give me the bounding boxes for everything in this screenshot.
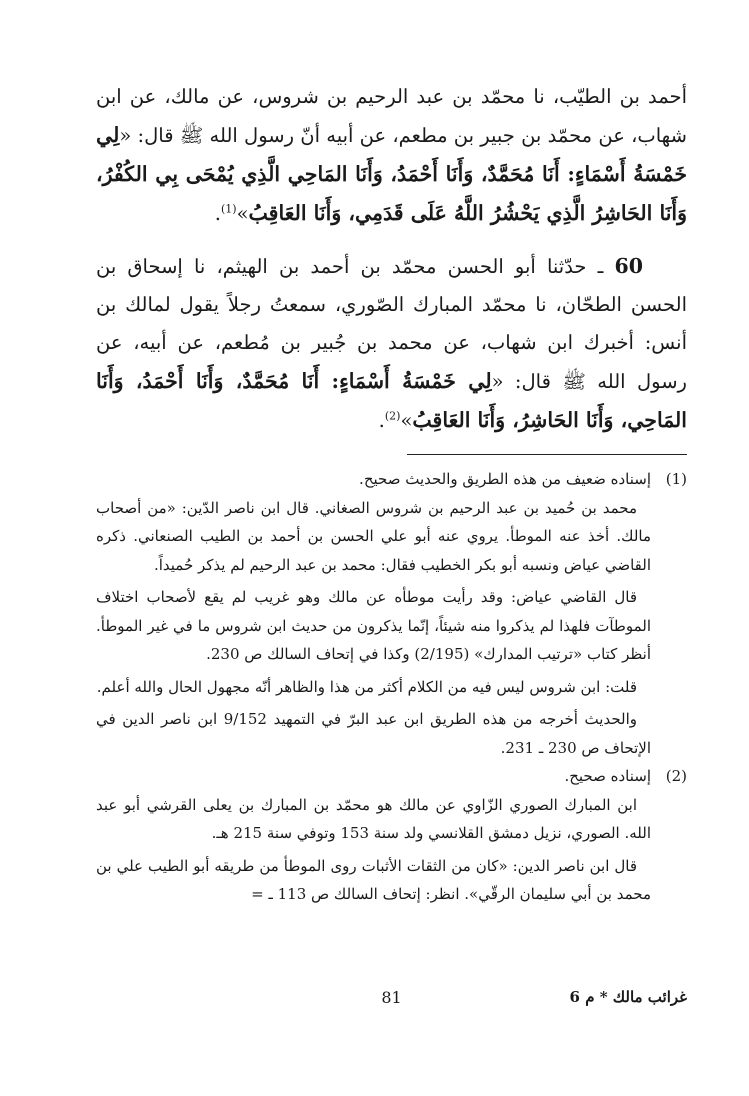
footnote-1 [96, 465, 687, 762]
page-number: 81 [381, 988, 402, 1007]
footnote-number-2: (2) [665, 767, 687, 785]
footnote-number-1: (1) [665, 470, 687, 488]
isnad-text-1: أحمد بن الطيّب، نا محمّد بن عبد الرحيم بن شروس، عن مالك، عن ابن شهاب، عن محمّد بن جبير بن مطعم، عن أبيه أنّ رسول الله ﷺ قال: « [96, 85, 687, 147]
footnotes [96, 465, 687, 909]
footnote-2 [96, 762, 687, 909]
hadith-matn-1: لِي خَمْسَةُ أَسْمَاءٍ: أَنَا مُحَمَّدٌ، وَأَنَا أَحْمَدُ، وَأَنَا المَاحِي الَّذِي يُمْحَى بِي الكُفْرُ، وَأَنَا الحَاشِرُ الَّذِي يَحْشُرُ اللَّهُ عَلَى قَدَمِي، وَأَنَا العَاقِبُ [96, 123, 687, 225]
hadith-matn-2: لِي خَمْسَةُ أَسْمَاءٍ: أَنَا مُحَمَّدٌ، وَأَنَا أَحْمَدُ، وَأَنَا المَاحِي، وَأَنَا الحَاشِرُ، وَأَنَا العَاقِبُ [96, 369, 687, 432]
isnad-text-2: ـ حدّثنا أبو الحسن محمّد بن أحمد بن الهيثم، نا إسحاق بن الحسن الطحّان، نا محمّد المبارك الصّوري، سمعتُ رجلاً يقول لمالك بن أنس: أخبرك ابن شهاب، عن محمد بن جُبير بن مُطعم، عن أبيه، عن رسول الله ﷺ قال: « [96, 255, 687, 393]
hadith-paragraph-2 [96, 247, 687, 440]
footnote-2-line-1: إسناده صحيح. [564, 767, 651, 785]
footnote-1-line-5: والحديث أخرجه من هذه الطريق ابن عبد البرّ في التمهيد 9/152 ابن ناصر الدين في الإتحاف ص 230 ـ 231. [96, 710, 651, 757]
period-2: . [378, 409, 385, 432]
footnote-ref-2[interactable]: (2) [384, 409, 401, 423]
footnote-ref-1[interactable]: (1) [221, 202, 237, 216]
hadith-number: 60 [614, 254, 643, 278]
footnote-2-line-3: قال ابن ناصر الدين: «كان من الثقات الأثبات روى الموطأ من طريقه أبو الطيب علي بن محمد بن أبي سليمان الرقّي». انظر: إتحاف السالك ص 113 ـ = [96, 856, 651, 903]
footnote-2-line-2: ابن المبارك الصوري الزّاوي عن مالك هو محمّد بن المبارك بن يعلى القرشي أبو عبد الله. الصوري، نزيل دمشق القلانسي ولد سنة 153 وتوفي سنة 215 هـ. [96, 795, 651, 842]
page-body [96, 78, 687, 1096]
book-signature: غرائب مالك * م 6 [569, 988, 687, 1006]
hadith-paragraph-1 [96, 78, 687, 233]
quote-close-2: » [400, 409, 413, 432]
footnote-1-line-4: قلت: ابن شروس ليس فيه من الكلام أكثر من هذا والظاهر أنّه مجهول الحال والله أعلم. [96, 677, 637, 696]
footnote-1-line-1: إسناده ضعيف من هذه الطريق والحديث صحيح. [359, 470, 651, 488]
footnote-1-line-3: قال القاضي عياض: وقد رأيت موطأه عن مالك وهو غريب لم يقع لأصحاب اختلاف الموطآت فلهذا لم يذكروا منه شيئاً، إنّما يذكرون من حديث ابن شروس ما في غير الموطأ. أنظر كتاب «ترتيب المدارك» (2/195) وكذا في إتحاف السالك ص 230. [96, 588, 651, 663]
period-1: . [214, 202, 221, 225]
footnote-1-line-2: محمد بن حُميد بن عبد الرحيم بن شروس الصغاني. قال ابن ناصر الدّين: «من أصحاب مالك. أخذ عنه الموطأ. يروي عنه أبو علي الحسن بن أحمد بن الطيب الصنعاني. ذكره القاضي عياض ونسبه أبو بكر الخطيب فقال: محمد بن عبد الرحيم لم يذكر حُميداً. [96, 498, 651, 574]
footnote-divider [407, 454, 687, 455]
main-text [96, 78, 687, 440]
page-footer [96, 988, 687, 1018]
quote-close-1: » [236, 202, 249, 225]
